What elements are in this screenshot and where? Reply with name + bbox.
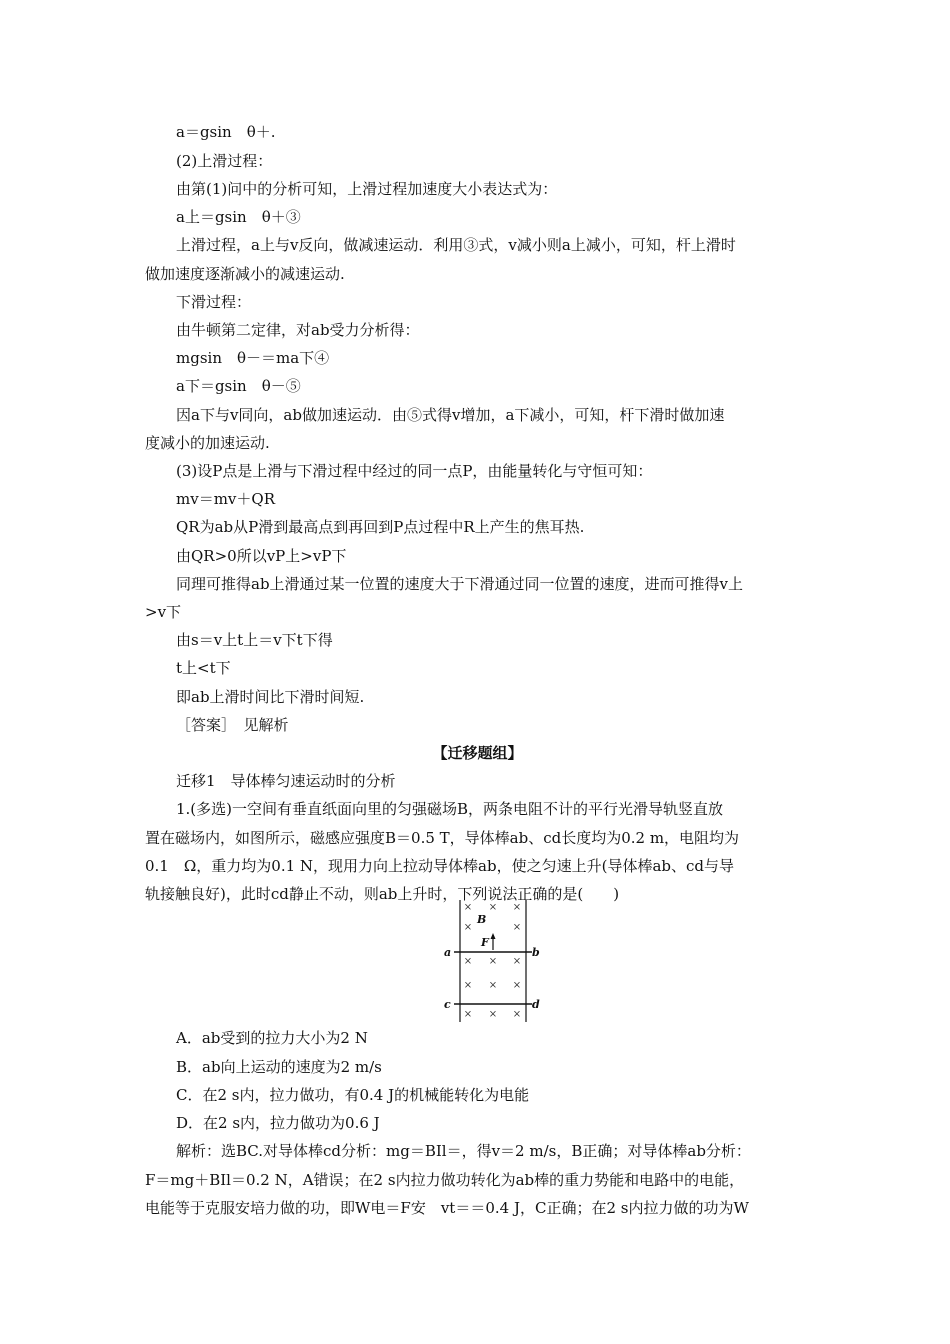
text-line: >v下 [145, 603, 182, 621]
field-cross: × [512, 956, 522, 967]
text-line: a上＝gsin θ＋③ [176, 208, 301, 226]
text-line: 做加速度逐渐减小的减速运动. [145, 265, 345, 283]
text-line: 同理可推得ab上滑通过某一位置的速度大于下滑通过同一位置的速度，进而可推得v上 [176, 575, 744, 593]
field-cross: × [488, 956, 498, 967]
option-a: A．ab受到的拉力大小为2 N [176, 1029, 368, 1047]
force-arrowhead [491, 933, 496, 939]
field-cross: × [488, 1009, 498, 1020]
field-cross: × [512, 902, 522, 913]
label-c: c [444, 998, 451, 1011]
text-line: (2)上滑过程： [176, 152, 273, 170]
text-line: mgsin θ－＝ma下④ [176, 349, 330, 367]
option-c: C．在2 s内，拉力做功，有0.4 J的机械能转化为电能 [176, 1086, 530, 1104]
question-line: 0.1 Ω，重力均为0.1 N，现用力向上拉动导体棒ab，使之匀速上升(导体棒ab、cd与导 [145, 857, 734, 875]
field-cross: × [512, 922, 522, 933]
text-line: QR为ab从P滑到最高点到再回到P点过程中R上产生的焦耳热. [176, 518, 585, 536]
question-line: 1.(多选)一空间有垂直纸面向里的匀强磁场B，两条电阻不计的平行光滑导轨竖直放 [176, 800, 724, 818]
text-line: 由s＝v上t上＝v下t下得 [176, 631, 333, 649]
field-cross: × [463, 922, 473, 933]
field-cross: × [463, 902, 473, 913]
text-line: a下＝gsin θ－⑤ [176, 377, 301, 395]
solution-line: 解析：选BC.对导体棒cd分析：mg＝BIl＝，得v＝2 m/s，B正确；对导体棒ab分析： [176, 1142, 751, 1160]
field-cross: × [463, 980, 473, 991]
label-F: F [481, 936, 489, 949]
label-d: d [532, 998, 540, 1011]
answer-line: ［答案］ 见解析 [176, 716, 289, 734]
text-line: 由牛顿第二定律，对ab受力分析得： [176, 321, 420, 339]
field-crosses [464, 902, 521, 1020]
text-line: mv＝mv＋QR [176, 490, 275, 508]
field-cross: × [512, 1009, 522, 1020]
solution-line: 电能等于克服安培力做的功，即W电＝F安 vt＝＝0.4 J，C正确；在2 s内拉力做的功为W [145, 1199, 749, 1217]
question-line: 轨接触良好)，此时cd静止不动，则ab上升时，下列说法正确的是( ) [145, 885, 620, 903]
magnetic-field-rails-figure [440, 898, 544, 1024]
field-cross: × [488, 902, 498, 913]
text-line: t上<t下 [176, 659, 231, 677]
text-line: 由QR>0所以vP上>vP下 [176, 547, 347, 565]
label-b: b [532, 946, 540, 959]
option-b: B．ab向上运动的速度为2 m/s [176, 1058, 382, 1076]
text-line: 即ab上滑时间比下滑时间短. [176, 688, 365, 706]
field-cross: × [488, 980, 498, 991]
text-line: (3)设P点是上滑与下滑过程中经过的同一点P，由能量转化与守恒可知： [176, 462, 653, 480]
field-cross: × [463, 1009, 473, 1020]
text-line: 上滑过程，a上与v反向，做减速运动．利用③式，v减小则a上减小，可知，杆上滑时 [176, 236, 736, 254]
question-line: 置在磁场内，如图所示，磁感应强度B＝0.5 T，导体棒ab、cd长度均为0.2 m，电阻均为 [145, 829, 740, 847]
subsection-title: 迁移1 导体棒匀速运动时的分析 [176, 772, 396, 790]
option-d: D．在2 s内，拉力做功为0.6 J [176, 1114, 380, 1132]
field-cross: × [512, 980, 522, 991]
solution-line: F＝mg＋BIl＝0.2 N，A错误；在2 s内拉力做功转化为ab棒的重力势能和电路中的电能， [145, 1171, 745, 1189]
section-heading: 【迁移题组】 [432, 744, 523, 762]
text-line: a＝gsin θ＋. [176, 123, 276, 141]
text-line: 度减小的加速运动. [145, 434, 270, 452]
label-a: a [444, 946, 452, 959]
label-B: B [477, 913, 487, 926]
field-cross: × [463, 956, 473, 967]
text-line: 因a下与v同向，ab做加速运动．由⑤式得v增加，a下减小，可知，杆下滑时做加速 [176, 406, 725, 424]
text-line: 由第(1)问中的分析可知，上滑过程加速度大小表达式为： [176, 180, 558, 198]
text-line: 下滑过程： [176, 293, 252, 311]
